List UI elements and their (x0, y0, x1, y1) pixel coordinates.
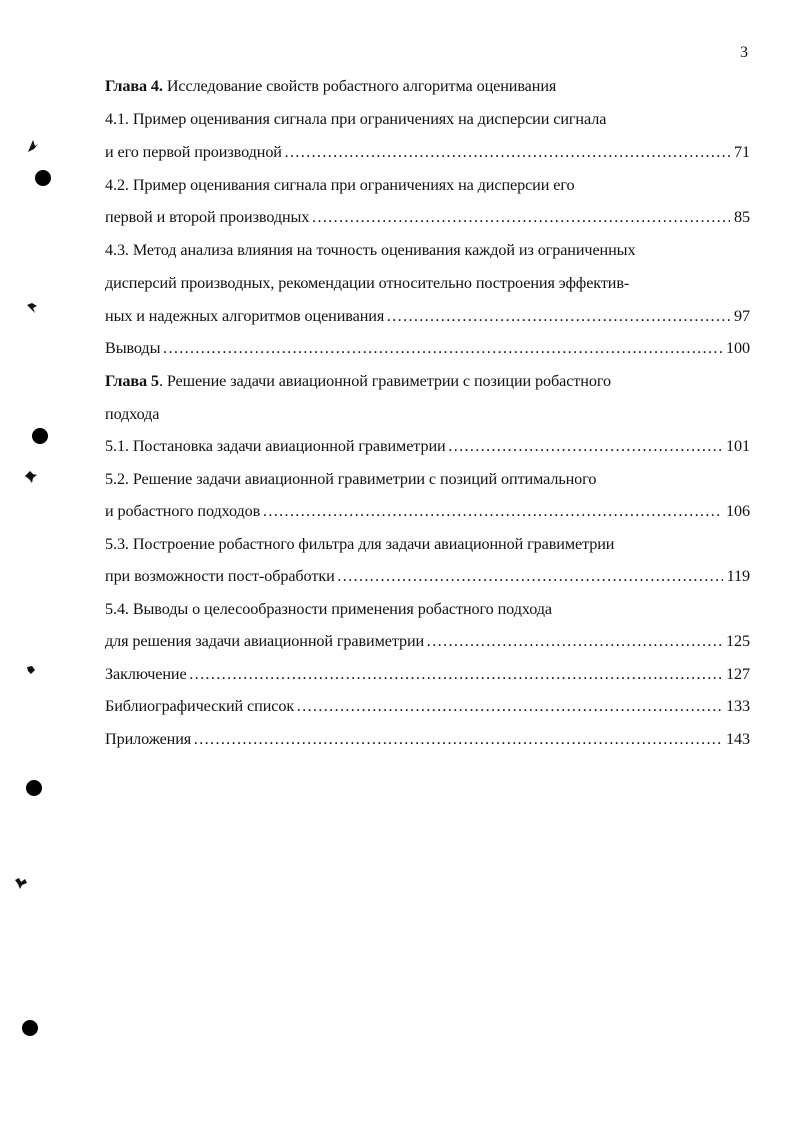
toc-entry-bibliography[interactable] (105, 696, 750, 716)
ink-speck-icon (26, 138, 40, 154)
toc-text: 5.4. Выводы о целесообразности применения робастного подхода (105, 600, 552, 618)
dot-leader (162, 338, 722, 358)
toc-entry-5-4[interactable] (105, 631, 750, 651)
toc-chapter-5-heading (105, 371, 611, 391)
toc-line (105, 599, 552, 619)
toc-line (105, 534, 614, 554)
toc-text: при возможности пост-обработки (105, 567, 335, 585)
toc-page-number: 100 (726, 339, 750, 357)
dot-leader (296, 696, 722, 716)
toc-page-number: 85 (734, 208, 750, 226)
toc-line (105, 469, 596, 489)
punch-hole-mark (22, 1020, 38, 1036)
toc-entry-5-1[interactable] (105, 436, 750, 456)
dot-leader (426, 631, 722, 651)
dot-leader (337, 566, 723, 586)
ink-speck-icon (26, 302, 38, 314)
toc-page-number: 71 (734, 143, 750, 161)
toc-page-number: 143 (726, 730, 750, 748)
toc-text: 5.2. Решение задачи авиационной гравиметрии с позиций оптимального (105, 470, 597, 488)
punch-hole-mark (26, 780, 42, 796)
toc-text: 5.1. Постановка задачи авиационной гравиметрии (105, 437, 446, 455)
toc-text: 4.2. Пример оценивания сигнала при ограничениях на дисперсии его (105, 176, 575, 194)
toc-line (105, 404, 159, 424)
punch-hole-mark (32, 428, 48, 444)
toc-page-number: 101 (726, 437, 750, 455)
ink-speck-icon (24, 470, 38, 484)
toc-line (105, 240, 635, 260)
toc-text: и робастного подходов (105, 502, 261, 520)
toc-entry-4-1[interactable] (105, 142, 750, 162)
toc-text: подхода (105, 405, 160, 423)
dot-leader (189, 664, 722, 684)
toc-line (105, 273, 629, 293)
toc-text: 4.3. Метод анализа влияния на точность оценивания каждой из ограниченных (105, 241, 636, 259)
toc-entry-4-3[interactable] (105, 306, 750, 326)
toc-page-number: 127 (726, 665, 750, 683)
dot-leader (262, 501, 722, 521)
toc-entry-5-3[interactable] (105, 566, 750, 586)
toc-chapter-4-heading (105, 76, 556, 96)
dot-leader (284, 142, 730, 162)
toc-text: ных и надежных алгоритмов оценивания (105, 307, 385, 325)
toc-page-number: 133 (726, 697, 750, 715)
toc-entry-appendices[interactable] (105, 729, 750, 749)
toc-entry-conclusions-4[interactable] (105, 338, 750, 358)
toc-text: Библиографический список (105, 697, 295, 715)
chapter-title: . Решение задачи авиационной гравиметрии с позиции робастного (158, 372, 611, 390)
toc-line (105, 109, 606, 129)
toc-page-number: 97 (734, 307, 750, 325)
punch-hole-mark (35, 170, 51, 186)
toc-text: 5.3. Построение робастного фильтра для задачи авиационной гравиметрии (105, 535, 615, 553)
toc-line (105, 175, 574, 195)
toc-text: Выводы (105, 339, 161, 357)
toc-page-number: 106 (726, 502, 750, 520)
chapter-label: Глава 4. (105, 77, 163, 95)
toc-text: 4.1. Пример оценивания сигнала при ограничениях на дисперсии сигнала (105, 110, 607, 128)
toc-page-number: 119 (726, 567, 750, 585)
chapter-title: Исследование свойств робастного алгоритма оценивания (162, 77, 557, 95)
toc-text: дисперсий производных, рекомендации относительно построения эффектив- (105, 274, 630, 292)
toc-entry-conclusion[interactable] (105, 664, 750, 684)
page-number: 3 (740, 44, 748, 61)
toc-entry-5-2[interactable] (105, 501, 750, 521)
ink-speck-icon (26, 665, 36, 675)
chapter-label: Глава 5 (105, 372, 159, 390)
toc-entry-4-2[interactable] (105, 207, 750, 227)
ink-speck-icon (14, 876, 28, 890)
dot-leader (448, 436, 722, 456)
toc-text: для решения задачи авиационной гравиметрии (105, 632, 425, 650)
toc-text: и его первой производной (105, 143, 282, 161)
toc-text: Заключение (105, 665, 187, 683)
dot-leader (386, 306, 730, 326)
dot-leader (193, 729, 722, 749)
toc-page-number: 125 (726, 632, 750, 650)
toc-text: первой и второй производных (105, 208, 310, 226)
dot-leader (311, 207, 730, 227)
toc-text: Приложения (105, 730, 192, 748)
